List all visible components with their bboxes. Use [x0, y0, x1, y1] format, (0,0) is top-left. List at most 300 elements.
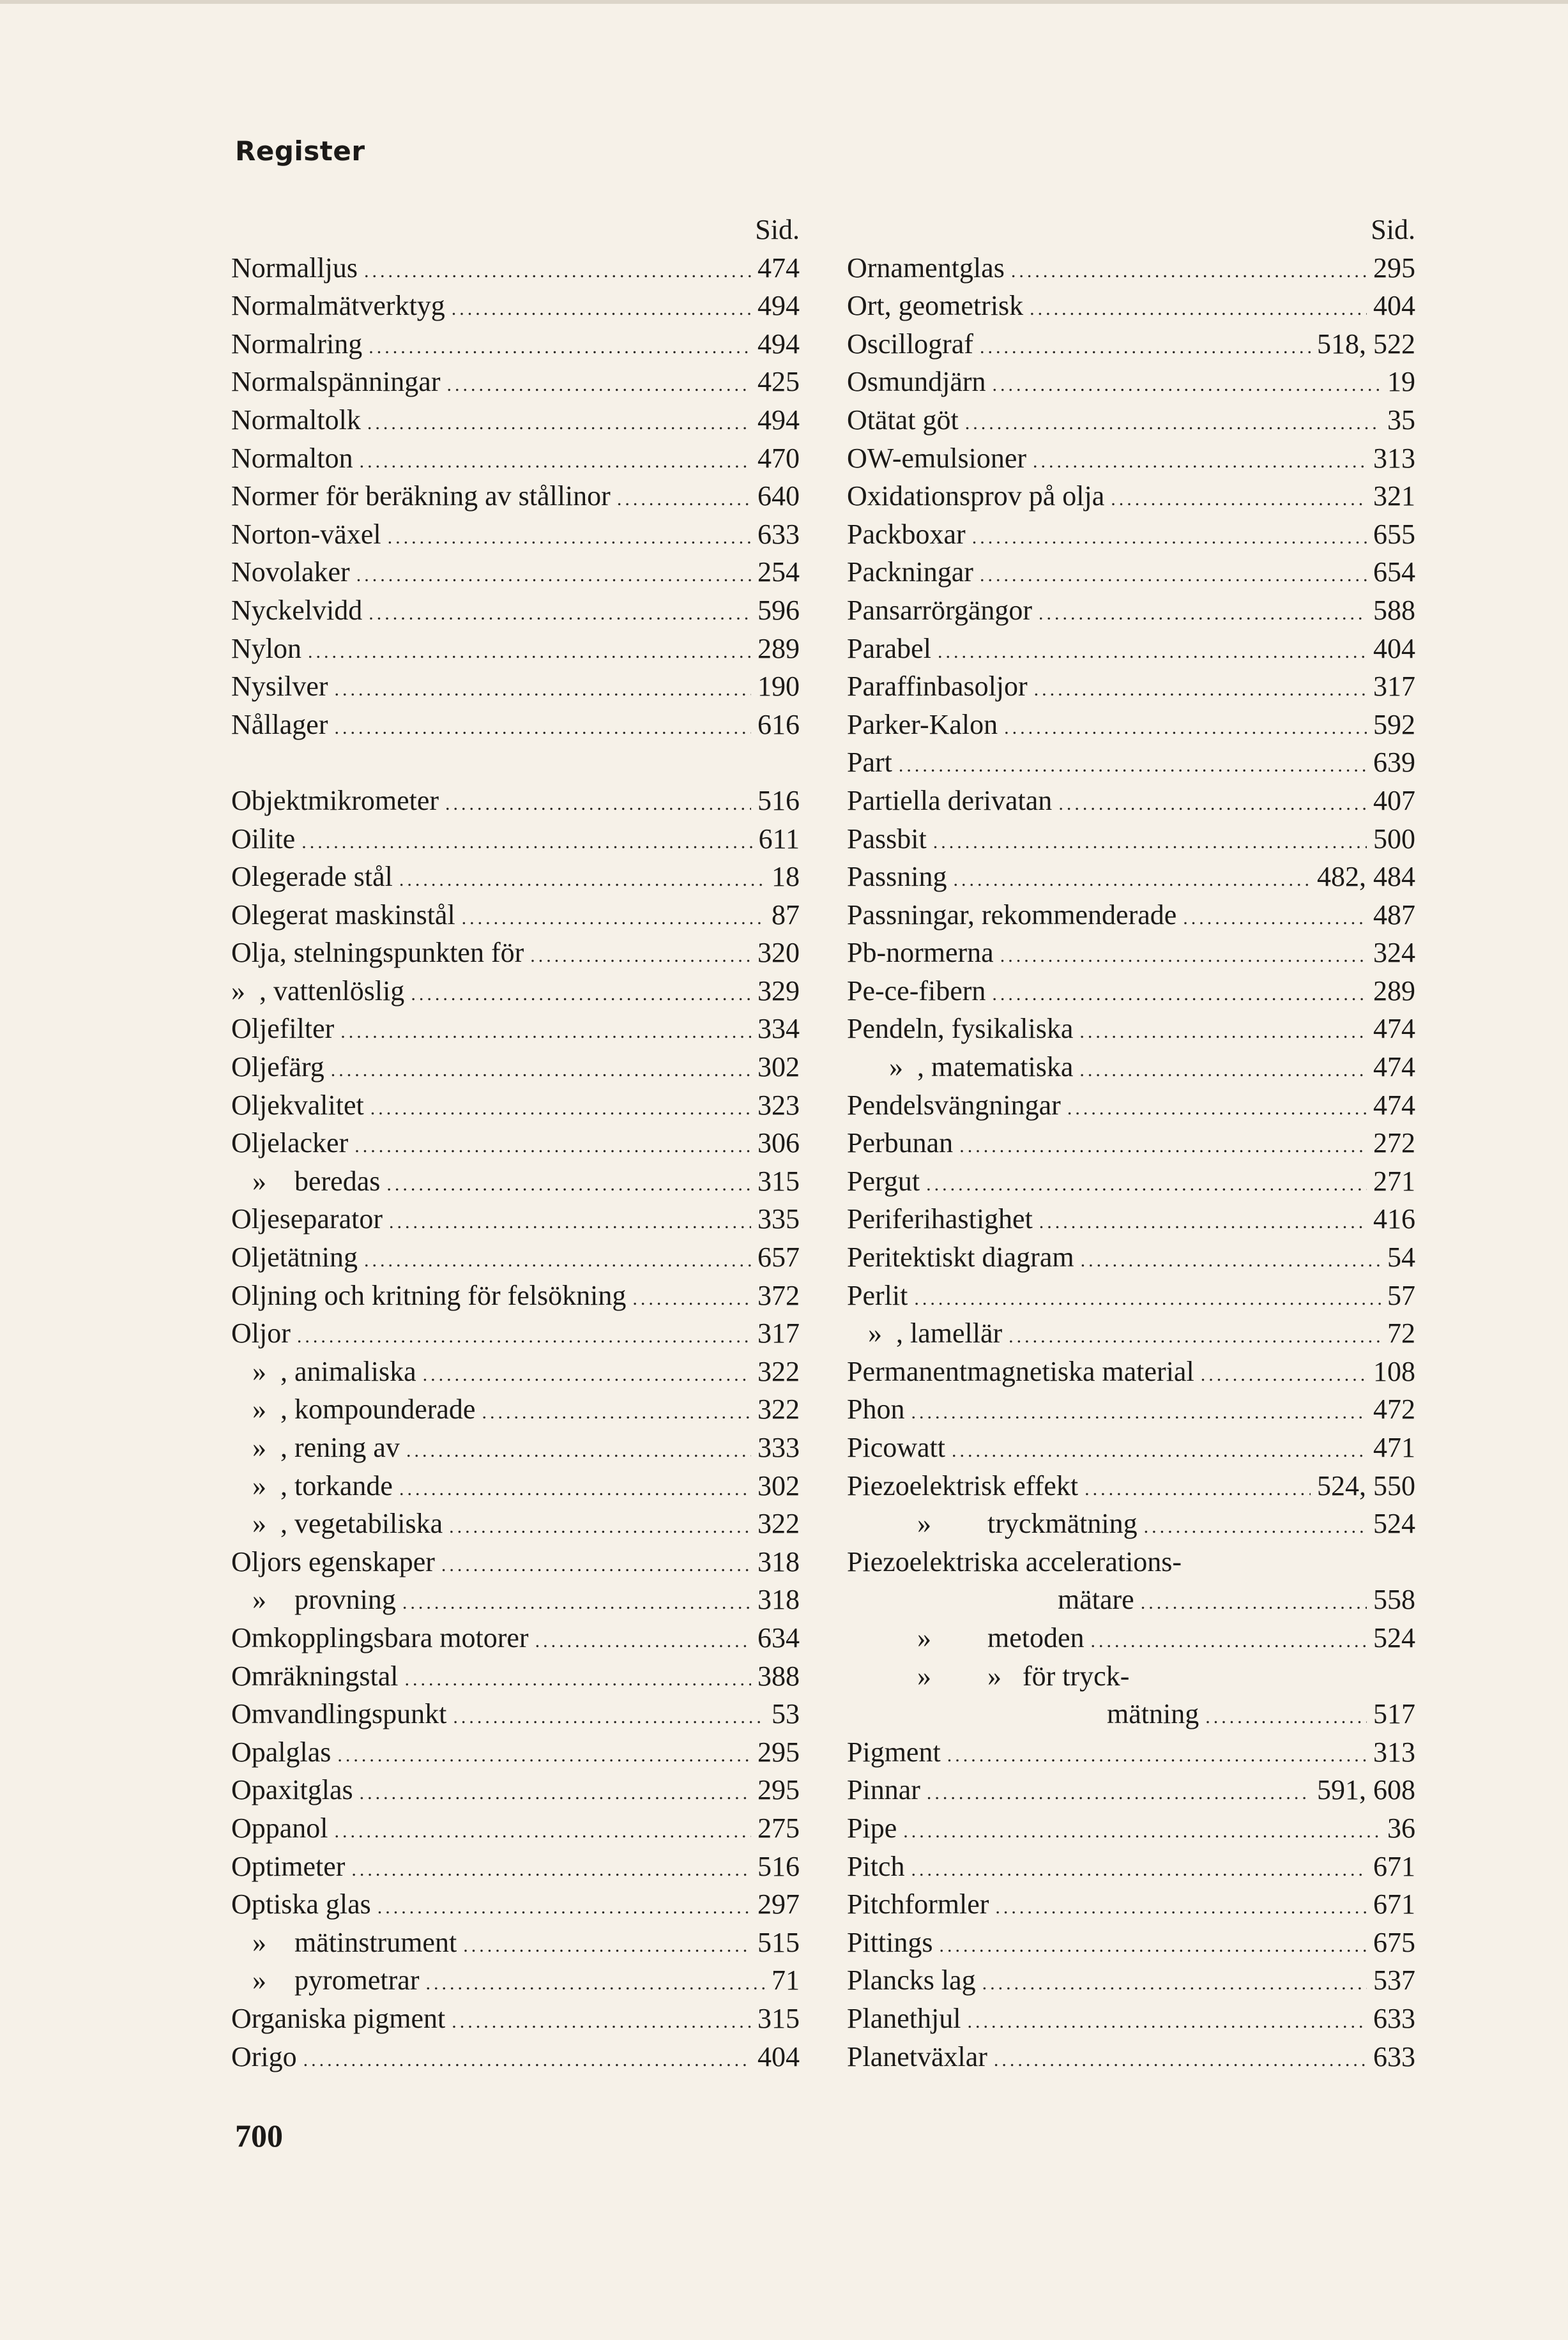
index-entry-label: » pyrometrar — [231, 1964, 420, 1996]
index-entry — [231, 1809, 800, 1848]
index-entry-page: 494 — [757, 290, 800, 322]
index-entry-label: » provning — [231, 1584, 396, 1616]
dot-leader — [351, 1851, 751, 1889]
index-entry-label: Pipe — [847, 1812, 897, 1844]
page-number: 700 — [235, 2118, 283, 2154]
dot-leader — [1039, 595, 1367, 633]
dot-leader — [938, 633, 1367, 671]
index-entry-page: 474 — [1373, 1051, 1415, 1083]
index-entry — [847, 1238, 1415, 1277]
index-entry-label: mätning — [847, 1698, 1199, 1730]
dot-leader — [1183, 899, 1367, 938]
index-entry — [847, 1543, 1415, 1581]
index-entry-page: 275 — [757, 1812, 800, 1844]
index-entry — [231, 401, 800, 439]
index-entry-label: Parabel — [847, 632, 931, 664]
index-entry-label: » metoden — [847, 1622, 1085, 1653]
dot-leader — [1079, 1013, 1367, 1051]
dot-leader — [1030, 290, 1367, 328]
index-entry-label: Pergut — [847, 1165, 920, 1197]
index-entry — [847, 249, 1415, 287]
index-entry-label: Nysilver — [231, 671, 328, 703]
index-entry-label: » » för tryck- — [847, 1660, 1130, 1692]
index-entry-page: 596 — [757, 594, 800, 626]
index-entry-label: Passningar, rekommenderade — [847, 899, 1177, 931]
dot-leader — [425, 1964, 765, 2003]
index-entry — [231, 1467, 800, 1505]
index-entry — [231, 1048, 800, 1086]
index-entry-page: 71 — [772, 1964, 800, 1996]
index-entry-label: » , kompounderade — [231, 1394, 476, 1425]
index-entry-page: 334 — [757, 1013, 800, 1045]
dot-leader — [994, 2041, 1367, 2079]
dot-leader — [370, 1090, 751, 1128]
index-entry — [847, 1809, 1415, 1848]
index-entry-label: Objektmikrometer — [231, 784, 439, 816]
index-entry-page: 558 — [1373, 1584, 1415, 1616]
index-entry-label: Perlit — [847, 1279, 908, 1311]
index-entry-page: 324 — [1373, 937, 1415, 969]
index-entry-page: 516 — [757, 784, 800, 816]
dot-leader — [452, 2003, 751, 2041]
index-entry — [847, 706, 1415, 744]
dot-leader — [911, 1851, 1367, 1889]
dot-leader — [445, 785, 751, 823]
dot-leader — [940, 1927, 1367, 1965]
index-entry-page: 633 — [757, 518, 800, 550]
dot-leader — [993, 366, 1381, 404]
index-entry-page: 313 — [1373, 442, 1415, 474]
index-entry-page: 289 — [757, 632, 800, 664]
index-entry-page: 611 — [758, 823, 800, 855]
index-entry-page: 315 — [757, 2002, 800, 2034]
index-entry-label: Piezoelektriska accelerations- — [847, 1546, 1182, 1577]
index-entry — [231, 1848, 800, 1886]
dot-leader — [1004, 709, 1367, 747]
index-entry-label: Periferihastighet — [847, 1203, 1033, 1235]
index-entry — [231, 1314, 800, 1353]
index-entry-label: Oljefärg — [231, 1051, 324, 1083]
index-entry-page: 524 — [1373, 1508, 1415, 1540]
index-entry-page: 272 — [1373, 1127, 1415, 1159]
index-entry-page: 474 — [1373, 1013, 1415, 1045]
index-entries-right — [847, 249, 1415, 2076]
index-entry-page: 313 — [1373, 1736, 1415, 1768]
column-header-sid: Sid. — [755, 214, 800, 245]
index-entry — [847, 1505, 1415, 1543]
index-entry — [231, 477, 800, 515]
index-entry — [847, 1429, 1415, 1467]
dot-leader — [423, 1356, 751, 1394]
index-entry-page: 108 — [1373, 1355, 1415, 1387]
index-entry-page: 333 — [757, 1432, 800, 1463]
dot-leader — [405, 1660, 751, 1699]
index-entry-page: 524, 550 — [1317, 1470, 1415, 1501]
index-entry-page: 516 — [757, 1850, 800, 1882]
index-entry — [231, 1885, 800, 1924]
index-entry — [847, 630, 1415, 668]
index-entries-left — [231, 249, 800, 2076]
index-entry-label: Oppanol — [231, 1812, 328, 1844]
dot-leader — [965, 404, 1381, 443]
index-entry — [847, 2038, 1415, 2076]
index-entry — [847, 896, 1415, 934]
index-entry — [231, 1086, 800, 1125]
index-entry — [231, 1200, 800, 1238]
dot-leader — [377, 1888, 751, 1927]
index-entry — [847, 934, 1415, 972]
index-entry — [231, 1733, 800, 1772]
dot-leader — [367, 404, 751, 443]
dot-leader — [331, 1051, 751, 1090]
dot-leader — [399, 861, 765, 899]
index-entry-page: 302 — [757, 1051, 800, 1083]
index-entry-label: Oljekvalitet — [231, 1089, 364, 1121]
index-entry — [231, 820, 800, 858]
index-entry-page: 322 — [757, 1508, 800, 1540]
index-entry-label: Oljor — [231, 1318, 291, 1349]
index-entry-page: 295 — [1373, 252, 1415, 284]
index-entry-page: 320 — [757, 937, 800, 969]
dot-leader — [335, 671, 751, 709]
dot-leader — [530, 937, 751, 975]
dot-leader — [535, 1622, 751, 1660]
dot-leader — [369, 328, 751, 367]
index-entry — [847, 1048, 1415, 1086]
index-entry — [847, 1390, 1415, 1429]
index-entry — [231, 1961, 800, 2000]
index-entry-page: 271 — [1373, 1165, 1415, 1197]
index-entry-page: 487 — [1373, 899, 1415, 931]
index-entry-page: 591, 608 — [1317, 1774, 1415, 1806]
dot-leader — [903, 1812, 1381, 1851]
index-entry-page: 588 — [1373, 594, 1415, 626]
index-entry-label: Ort, geometrisk — [847, 290, 1024, 322]
dot-leader — [386, 1166, 751, 1204]
index-entry — [231, 325, 800, 363]
index-entry-page: 633 — [1373, 2040, 1415, 2072]
index-entry-label: Normalmätverktyg — [231, 290, 445, 322]
dot-leader — [1009, 1318, 1381, 1356]
section-gap — [231, 743, 800, 782]
index-entry-page: 472 — [1373, 1394, 1415, 1425]
dot-leader — [959, 1127, 1367, 1166]
dot-leader — [303, 2041, 751, 2079]
dot-leader — [406, 1432, 751, 1470]
dot-leader — [1000, 937, 1367, 975]
index-entry-page: 36 — [1387, 1812, 1415, 1844]
index-entry-label: Passning — [847, 861, 947, 893]
dot-leader — [297, 1318, 751, 1356]
index-entry-label: Opalglas — [231, 1736, 331, 1768]
index-entry — [231, 1277, 800, 1315]
dot-leader — [972, 519, 1367, 557]
index-entry — [847, 1695, 1415, 1733]
index-entry — [847, 1314, 1415, 1353]
index-entry-page: 289 — [1373, 975, 1415, 1007]
index-entry-label: » mätinstrument — [231, 1926, 457, 1958]
index-entry-page: 500 — [1373, 823, 1415, 855]
dot-leader — [933, 823, 1367, 862]
index-entry-label: Pb-normerna — [847, 937, 994, 969]
index-entry-label: Peritektiskt diagram — [847, 1242, 1074, 1273]
dot-leader — [364, 252, 751, 291]
dot-leader — [453, 1698, 765, 1736]
dot-leader — [899, 747, 1367, 785]
index-entry-label: Pitchformler — [847, 1888, 989, 1920]
index-entry — [847, 401, 1415, 439]
index-entry — [231, 1010, 800, 1048]
index-entry-page: 53 — [772, 1698, 800, 1730]
index-entry-label: Oljors egenskaper — [231, 1546, 435, 1577]
index-entry — [847, 439, 1415, 478]
dot-leader — [1205, 1698, 1367, 1736]
index-entry — [231, 553, 800, 591]
index-entry — [847, 782, 1415, 820]
index-entry-page: 388 — [757, 1660, 800, 1692]
column-header-sid: Sid. — [1371, 214, 1415, 245]
index-entry-page: 515 — [757, 1926, 800, 1958]
dot-leader — [914, 1280, 1381, 1318]
index-entry-label: Phon — [847, 1394, 905, 1425]
index-entry-page: 639 — [1373, 747, 1415, 779]
index-entry — [847, 1200, 1415, 1238]
index-entry-label: Nyckelvidd — [231, 594, 363, 626]
index-entry-label: Optimeter — [231, 1850, 346, 1882]
index-entry — [231, 1124, 800, 1162]
index-entry-label: Oilite — [231, 823, 296, 855]
index-entry-page: 416 — [1373, 1203, 1415, 1235]
index-entry — [231, 896, 800, 934]
index-entry-page: 302 — [757, 1470, 800, 1501]
index-entry-label: Planetväxlar — [847, 2040, 987, 2072]
dot-leader — [1144, 1508, 1367, 1546]
index-entry-page: 537 — [1373, 1964, 1415, 1996]
index-entry-page: 297 — [757, 1888, 800, 1920]
index-entry-label: Omvandlingspunkt — [231, 1698, 447, 1730]
index-entry-page: 19 — [1387, 366, 1415, 398]
index-entry — [231, 1581, 800, 1619]
index-entry — [847, 1086, 1415, 1125]
index-entry-page: 318 — [757, 1584, 800, 1616]
index-entry-label: Pittings — [847, 1926, 933, 1958]
index-entry — [231, 858, 800, 896]
index-entry-page: 517 — [1373, 1698, 1415, 1730]
index-entry-label: Packboxar — [847, 518, 966, 550]
index-entry-label: Parker-Kalon — [847, 708, 998, 740]
index-entry — [231, 934, 800, 972]
index-entry-page: 474 — [1373, 1089, 1415, 1121]
index-entry-page: 190 — [757, 671, 800, 703]
index-entry-label: Oljning och kritning för felsökning — [231, 1279, 627, 1311]
index-entry-label: Picowatt — [847, 1432, 945, 1463]
index-entry-label: » beredas — [231, 1165, 381, 1197]
index-entry-label: Olegerat maskinstål — [231, 899, 455, 931]
index-entry — [231, 782, 800, 820]
dot-leader — [463, 1927, 751, 1965]
index-entry — [847, 515, 1415, 554]
index-entry — [847, 325, 1415, 363]
index-entry-label: Oljefilter — [231, 1013, 335, 1045]
index-entry-label: mätare — [847, 1584, 1134, 1616]
index-entry-label: OW-emulsioner — [847, 442, 1027, 474]
index-entry — [847, 858, 1415, 896]
index-entry — [231, 1619, 800, 1657]
dot-leader — [1091, 1622, 1367, 1660]
index-entry — [847, 743, 1415, 782]
index-entry-label: Partiella derivatan — [847, 784, 1053, 816]
index-entry-page: 407 — [1373, 784, 1415, 816]
index-entry — [847, 1353, 1415, 1391]
index-entry — [231, 287, 800, 325]
index-entry-label: Omkopplingsbara motorer — [231, 1622, 529, 1653]
dot-leader — [1141, 1584, 1367, 1622]
index-entry-page: 295 — [757, 1774, 800, 1806]
index-entry-page: 655 — [1373, 518, 1415, 550]
index-entry-label: Otätat göt — [847, 404, 959, 436]
dot-leader — [335, 1812, 751, 1851]
index-entry — [231, 1543, 800, 1581]
index-entry-page: 318 — [757, 1546, 800, 1577]
index-entry-page: 404 — [757, 2040, 800, 2072]
dot-leader — [1079, 1051, 1367, 1090]
index-entry-label: Piezoelektrisk effekt — [847, 1470, 1079, 1501]
index-entry — [231, 706, 800, 744]
index-entry-label: » , torkande — [231, 1470, 393, 1501]
index-entry-label: » , lamellär — [847, 1318, 1003, 1349]
index-entry — [847, 591, 1415, 630]
dot-leader — [980, 328, 1311, 367]
index-entry — [231, 972, 800, 1010]
dot-leader — [967, 2003, 1367, 2041]
index-entry-page: 518, 522 — [1317, 328, 1415, 360]
dot-leader — [995, 1888, 1367, 1927]
index-entry — [847, 972, 1415, 1010]
index-entry-page: 471 — [1373, 1432, 1415, 1463]
dot-leader — [334, 709, 751, 747]
index-entry-page: 634 — [757, 1622, 800, 1653]
index-entry — [847, 363, 1415, 401]
dot-leader — [982, 1964, 1367, 2003]
index-entry — [847, 1124, 1415, 1162]
index-entry-page: 671 — [1373, 1888, 1415, 1920]
index-entry-page: 87 — [772, 899, 800, 931]
index-entry — [847, 1961, 1415, 2000]
index-entry-page: 524 — [1373, 1622, 1415, 1653]
index-entry-label: Nållager — [231, 708, 328, 740]
index-entry-page: 317 — [1373, 671, 1415, 703]
dot-leader — [927, 1774, 1311, 1812]
index-entry-page: 72 — [1387, 1318, 1415, 1349]
page-top-edge — [0, 0, 1568, 4]
index-entry-page: 474 — [757, 252, 800, 284]
index-entry-page: 654 — [1373, 556, 1415, 588]
index-entry — [231, 1390, 800, 1429]
index-entry-label: Pe-ce-fibern — [847, 975, 986, 1007]
dot-leader — [1085, 1470, 1311, 1508]
dot-leader — [980, 556, 1367, 595]
index-entry-label: » , animaliska — [231, 1355, 416, 1387]
dot-leader — [926, 1166, 1367, 1204]
dot-leader — [462, 899, 765, 938]
dot-leader — [441, 1546, 751, 1584]
index-entry-page: 295 — [757, 1736, 800, 1768]
dot-leader — [953, 861, 1311, 899]
page-title: Register — [235, 135, 365, 167]
index-entry-page: 592 — [1373, 708, 1415, 740]
dot-leader — [399, 1470, 751, 1508]
index-entry — [231, 1657, 800, 1696]
index-entry — [231, 1353, 800, 1391]
index-entry-label: Normalljus — [231, 252, 358, 284]
index-entry — [231, 1238, 800, 1277]
dot-leader — [411, 975, 751, 1014]
index-entry — [231, 439, 800, 478]
index-entry — [231, 2000, 800, 2038]
dot-leader — [1111, 480, 1367, 519]
dot-leader — [308, 633, 751, 671]
index-entry — [847, 1848, 1415, 1886]
index-entry — [847, 1733, 1415, 1772]
index-entry-page: 657 — [757, 1242, 800, 1273]
dot-leader — [1039, 1203, 1367, 1242]
index-entry-label: Normalring — [231, 328, 363, 360]
index-entry — [847, 1657, 1415, 1696]
dot-leader — [354, 1127, 751, 1166]
dot-leader — [992, 975, 1367, 1014]
index-entry — [231, 363, 800, 401]
index-entry-page: 671 — [1373, 1850, 1415, 1882]
index-entry — [231, 1505, 800, 1543]
index-entry-page: 306 — [757, 1127, 800, 1159]
index-entry-page: 323 — [757, 1089, 800, 1121]
dot-leader — [340, 1013, 751, 1051]
index-entry — [847, 553, 1415, 591]
index-entry-page: 494 — [757, 328, 800, 360]
dot-leader — [1011, 252, 1367, 291]
index-entry-page: 322 — [757, 1355, 800, 1387]
index-entry-label: Oxidationsprov på olja — [847, 480, 1105, 512]
index-entry — [847, 1162, 1415, 1201]
index-entry — [231, 630, 800, 668]
index-entry-page: 404 — [1373, 632, 1415, 664]
dot-leader — [1081, 1242, 1381, 1280]
index-entry — [847, 477, 1415, 515]
dot-leader — [369, 595, 751, 633]
index-entry-label: Planethjul — [847, 2002, 961, 2034]
index-entry-page: 494 — [757, 404, 800, 436]
dot-leader — [911, 1394, 1367, 1432]
index-entry-label: Normaltolk — [231, 404, 361, 436]
index-entry-page: 57 — [1387, 1279, 1415, 1311]
index-entry — [847, 820, 1415, 858]
index-entry-page: 254 — [757, 556, 800, 588]
index-entry-label: » , rening av — [231, 1432, 400, 1463]
index-entry-label: Oljeseparator — [231, 1203, 383, 1235]
index-entry-page: 335 — [757, 1203, 800, 1235]
index-entry-label: Omräkningstal — [231, 1660, 399, 1692]
index-entry — [231, 1695, 800, 1733]
dot-leader — [1058, 785, 1367, 823]
index-entry-label: Optiska glas — [231, 1888, 371, 1920]
index-entry-page: 18 — [772, 861, 800, 893]
index-entry-label: Ornamentglas — [847, 252, 1005, 284]
index-entry — [231, 1771, 800, 1809]
index-entry-page: 470 — [757, 442, 800, 474]
index-entry-page: 317 — [757, 1318, 800, 1349]
index-entry-label: Pansarrörgängor — [847, 594, 1032, 626]
index-entry-label: Oljelacker — [231, 1127, 349, 1159]
